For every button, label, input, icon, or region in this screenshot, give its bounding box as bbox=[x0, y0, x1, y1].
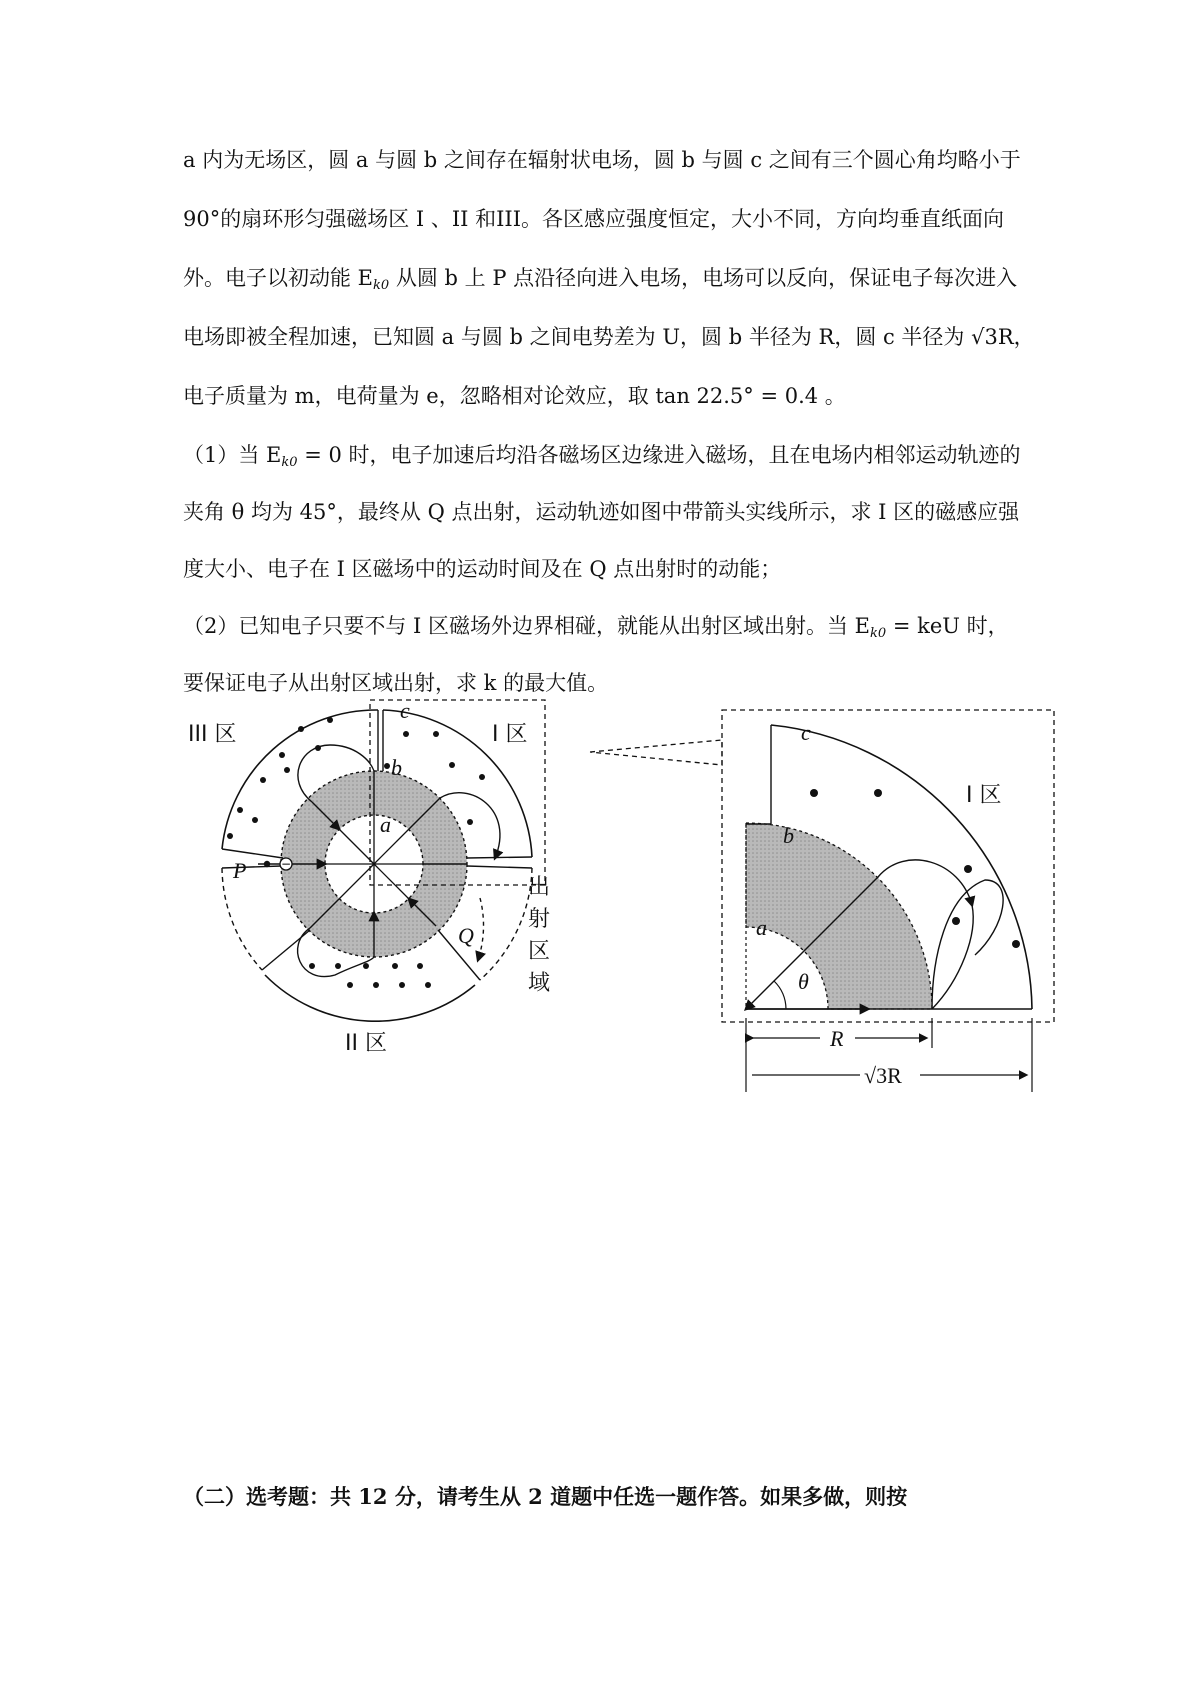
svg-text:P: P bbox=[233, 858, 247, 883]
svg-text:θ: θ bbox=[798, 969, 809, 994]
point-P bbox=[264, 861, 270, 867]
region-1-label: I 区 bbox=[492, 722, 528, 747]
svg-text:−: − bbox=[280, 857, 292, 871]
question-1-line-2: 夹角 θ 均为 45°，最终从 Q 点出射，运动轨迹如图中带箭头实线所示，求 I 区的磁感应强 bbox=[183, 500, 1020, 524]
paragraph-line-3: 外。电子以初动能 $E_{k0}$ 从圆 b 上 P 点沿径向进入电场，电场可以反向，保证电子每次进入 bbox=[183, 266, 1018, 293]
svg-text:c: c bbox=[400, 698, 410, 723]
dimension-R: R bbox=[830, 1026, 844, 1051]
dimension-sqrt3R: √3R bbox=[864, 1063, 902, 1088]
svg-text:a: a bbox=[380, 812, 391, 837]
paragraph-line-1: a 内为无场区，圆 a 与圆 b 之间存在辐射状电场，圆 b 与圆 c 之间有三个圆心角均略小于 bbox=[183, 148, 1021, 172]
svg-text:出: 出 bbox=[528, 875, 551, 900]
question-1-line-1: （1）当 $E_{k0} = 0$ 时，电子加速后均沿各磁场区边缘进入磁场，且在电场内相邻运动轨迹的 bbox=[183, 443, 1021, 470]
svg-text:区: 区 bbox=[528, 939, 551, 964]
zoom-region-1-label: I 区 bbox=[966, 783, 1002, 808]
svg-text:b: b bbox=[783, 823, 794, 848]
paragraph-line-2: 90°的扇环形匀强磁场区 I 、II 和III。各区感应强度恒定，大小不同，方向均垂直纸面向 bbox=[183, 207, 1005, 231]
region-2-label: II 区 bbox=[345, 1031, 387, 1056]
paragraph-line-5: 电子质量为 m，电荷量为 e，忽略相对论效应，取 tan 22.5° = 0.4 。 bbox=[183, 384, 846, 408]
question-2-line-1: （2）已知电子只要不与 I 区磁场外边界相碰，就能从出射区域出射。当 $E_{k0}$ = keU 时， bbox=[183, 614, 1009, 641]
region-3-label: III 区 bbox=[188, 722, 237, 747]
paragraph-line-4: 电场即被全程加速，已知圆 a 与圆 b 之间电势差为 U，圆 b 半径为 R，圆 c 半径为 √3R， bbox=[183, 325, 1035, 349]
svg-text:射: 射 bbox=[528, 907, 551, 932]
section-title: （二）选考题：共 12 分，请考生从 2 道题中任选一题作答。如果多做，则按 bbox=[183, 1484, 908, 1509]
circle-c-region-2 bbox=[265, 975, 475, 1021]
svg-text:Q: Q bbox=[458, 923, 474, 948]
svg-text:b: b bbox=[391, 755, 402, 780]
right-figure bbox=[722, 710, 1054, 1092]
question-1-line-3: 度大小、电子在 I 区磁场中的运动时间及在 Q 点出射时的动能； bbox=[183, 557, 782, 581]
svg-text:c: c bbox=[801, 720, 811, 745]
left-figure bbox=[188, 698, 722, 1056]
exit-region-label bbox=[528, 875, 550, 996]
svg-text:域: 域 bbox=[528, 971, 551, 996]
svg-text:a: a bbox=[756, 915, 767, 940]
question-2-line-2: 要保证电子从出射区域出射，求 k 的最大值。 bbox=[183, 671, 609, 695]
